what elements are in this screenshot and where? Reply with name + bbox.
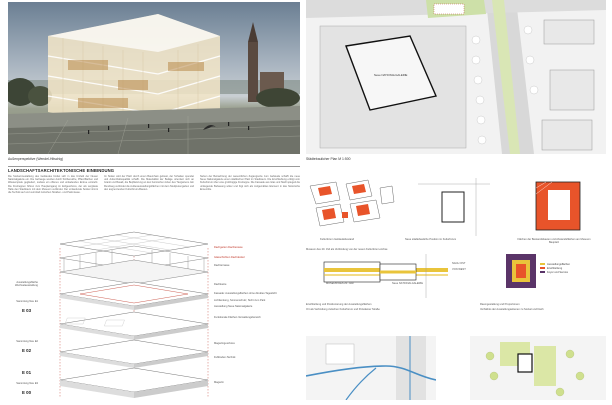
axon-tag-right-0: Dachgarten Dachterasse: [214, 246, 243, 249]
axis-caption: Museum des 20. Jhd als Verbindung von der neuen Kulturforum-Achse: [306, 248, 388, 251]
legend-item-foyer: Foyer und Service: [540, 270, 570, 274]
axon-tag-right-6: Ausstellung Neue Nationalgalerie: [214, 305, 253, 308]
axon-tag-right-5: Lichtlenkung, Sonnenschutz, Sicht zum Park: [214, 299, 266, 302]
level-label-e02: E 02: [22, 348, 32, 353]
level-label-e00: E 00: [22, 390, 32, 395]
level-label-e03: E 03: [22, 308, 32, 313]
axon-tag-right-10: Magazin: [214, 381, 224, 384]
siteplan-caption: Städtebaulicher Plan M 1:500: [306, 157, 351, 161]
rendering-caption: Außenperspektive (Wendel-Hitschig): [8, 157, 64, 161]
diagram-new-position: [414, 178, 494, 236]
text-column-2: Im Süden wird der Platz durch einen Baumhain gefasst, der Schatten spendet und Aufenthaltsqualität schafft. Die Materialität der Beläge orientiert sich an Granit und Basalt, die Bepflanzung an den heimischen Arten des Tiergartens. Ein Rundweg verbindet die Außenausstellungsflächen mit dem Skulpturengarten und den angrenzenden Kulturforum-Bauten.: [104, 175, 194, 191]
green-plan: [470, 336, 606, 400]
axon-tag-left-2: Sammlung Neu E2: [16, 340, 38, 343]
level-label-e01: E 01: [22, 370, 32, 375]
row3-right-sub: Verhältnis der Ausstellungsebenen zu Sockel und Dach: [480, 308, 544, 311]
axis-diagram: [306, 254, 466, 298]
legend-swatch-block: [506, 254, 536, 288]
row3-left-sub: Ort als Verbindung zwischen Kulturforum und Potsdamer Straße: [306, 308, 380, 311]
row3-left-caption: Erschließung und Positionierung der Ausstellungsflächen: [306, 303, 372, 306]
axon-tag-right-7: Funktionale Flächen Verwaltungsbereich: [214, 316, 261, 319]
axon-tag-right-8: Magazingeschoss: [214, 342, 235, 345]
site-plan: [306, 0, 606, 154]
exterior-rendering: [8, 2, 300, 154]
row1-label-2: Flächen der Bestandsbauten und Abstandsflächen am Museum Bauplatz: [517, 238, 591, 244]
site-plan-building-label: Neue NATIONALGALERIE: [374, 73, 408, 77]
diagram-existing-buildings: [306, 178, 396, 236]
row3-right-caption: Raumgestaltung und Proportionen: [480, 303, 520, 306]
legend-item-circulation: Erschließung: [540, 266, 570, 270]
arrow-label-west: VON WEST: [452, 268, 466, 271]
rendering-illustration: [8, 2, 300, 154]
axonometric-drawing: [40, 228, 230, 400]
diagram-areas: [522, 178, 602, 236]
axon-tag-right-4: Fassade: Ausstellungsflächen ohne direktes Tageslicht: [214, 292, 277, 295]
text-column-3: Neben der Betrachtung der wesentlichen Zugangsorte zum Gebäude schafft die neue Neue Nationalgalerie einen städtischen Platz im Stadtraum. Die Erschließung erfolgt vom Kulturforum über eine großzügige Freitreppe. Die Fassade aus Glas und Stahl spiegelt die umliegende Bebauung wider und fügt sich als zeitgemäßes Element in das historische Ensemble.: [200, 175, 300, 191]
axon-tag-right-2: Dachterrasse: [214, 264, 230, 267]
exploded-axonometric: [40, 228, 230, 400]
legend-item-exhibition: Ausstellungsflächen: [540, 262, 570, 266]
circulation-plan: [306, 336, 436, 400]
row1-label-1: Neue städtebauliche Position im Kulturforum: [405, 238, 457, 241]
axon-tag-left-1: Sammlung Neu E1: [16, 300, 38, 303]
arrow-label-east: NACH OST: [452, 262, 466, 265]
axon-tag-right-9: Fußboden-Technik: [214, 356, 236, 359]
text-column-1: Die Sockel-Gestaltung des Gebäudes bindet sich in das Umfeld der Neuen Nationalgalerie ein. Die Gehwege werden durch Sitzbereiche, Pflanzflächen und Wasserspiele gegliedert, sodass ein offenes und einladendes Entree entsteht. Die Freitreppen führen zum Haupteingang im Erdgeschoss, der als verglaste Halle den Stadtraum mit dem Museum verbindet. Der umlaufende Sockel nimmt die Technik auf und vermittelt zwischen Straßen- und Parkniveau.: [8, 175, 98, 195]
axon-tag-left-3: Sammlung Neu E3: [16, 382, 38, 385]
legend: [540, 262, 570, 274]
axon-tag-left-0: Ausstellungsfläche Wechselausstellung: [14, 281, 38, 287]
row1-label-0: Kulturforum Gebäudebestand: [320, 238, 355, 241]
gallery-label: Neue NATIONALGALERIE: [392, 282, 423, 285]
axon-tag-right-3: Dachkante: [214, 283, 227, 286]
site-plan-drawing: [306, 0, 606, 154]
museum-label: MUSEUM DES 20. JHD: [326, 282, 354, 285]
section-heading: LANDSCHAFTSARCHITEKTONISCHE EINBINDUNG: [8, 168, 115, 173]
axon-tag-right-1: Glasschichten Dachdeckel: [214, 256, 245, 259]
